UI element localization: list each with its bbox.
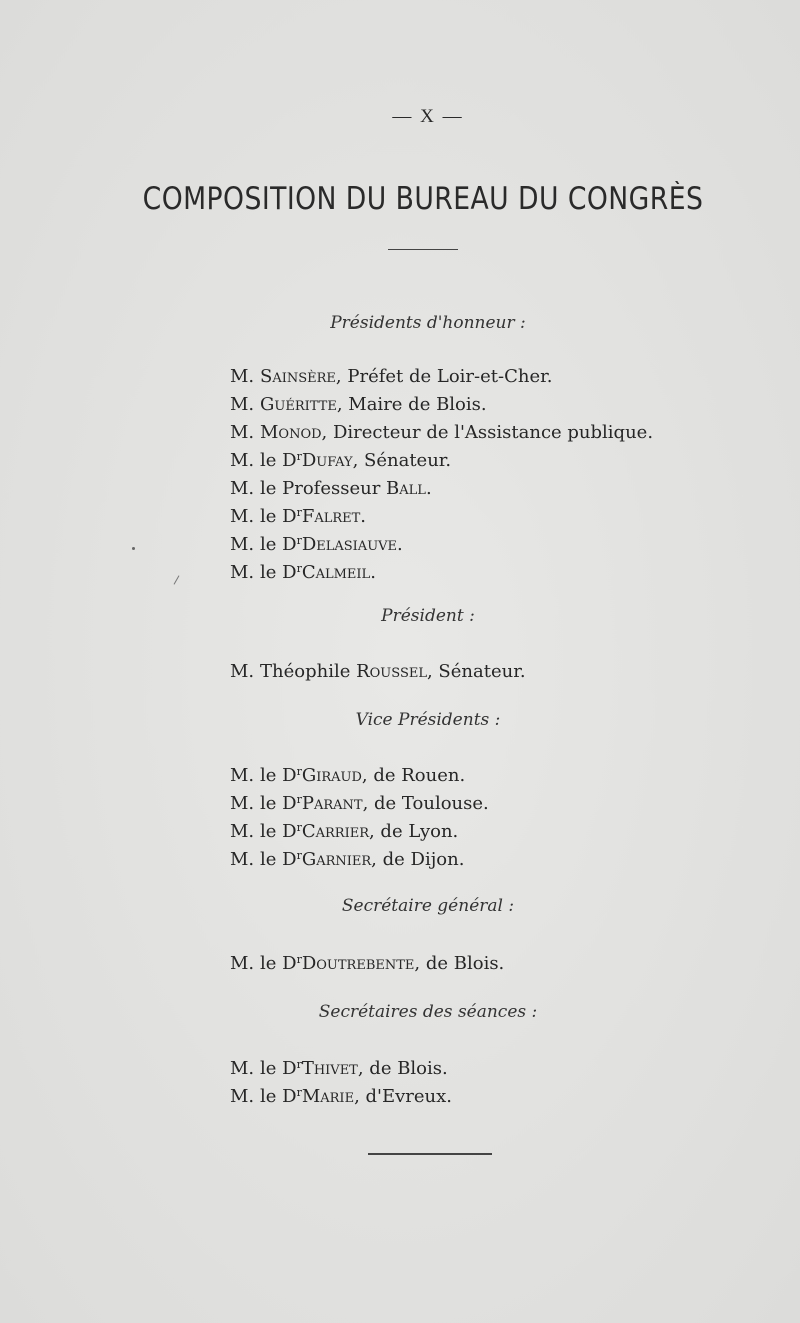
member-entry	[230, 793, 489, 814]
entry-pre: le D	[260, 849, 297, 870]
entry-post: , de Blois.	[357, 1058, 448, 1079]
page-number: — X —	[392, 106, 464, 127]
entry-post: , Préfet de Loir-et-Cher.	[335, 366, 553, 387]
entry-name: Guéritte	[260, 394, 337, 415]
section-heading: Président :	[381, 606, 475, 626]
entry-prefix: M.	[230, 793, 255, 814]
entry-post: , de Rouen.	[361, 765, 466, 786]
entry-pre: le D	[260, 765, 297, 786]
entry-name: Monod	[260, 422, 322, 443]
entry-post: , de Toulouse.	[362, 793, 489, 814]
entry-title-sup: r	[296, 793, 302, 806]
member-entry	[230, 953, 504, 974]
entry-name: Ball	[386, 478, 426, 499]
entry-pre: le D	[260, 1058, 297, 1079]
entry-pre: le D	[260, 821, 297, 842]
entry-title-sup: r	[296, 1086, 302, 1099]
entry-title-sup: r	[296, 506, 302, 519]
member-entry	[230, 534, 403, 555]
entry-prefix: M.	[230, 422, 255, 443]
entry-pre: le D	[260, 793, 297, 814]
title-rule	[388, 249, 458, 250]
entry-pre: le D	[260, 1086, 297, 1107]
entry-name: Doutrebente	[301, 953, 415, 974]
entry-pre: le Professeur	[260, 478, 387, 499]
entry-pre: le D	[260, 562, 297, 583]
entry-name: Dufay	[301, 450, 353, 471]
entry-prefix: M.	[230, 1058, 255, 1079]
entry-title-sup: r	[296, 765, 302, 778]
entry-name: Carrier	[301, 821, 369, 842]
member-entry	[230, 422, 653, 443]
paper-speck	[132, 547, 135, 550]
entry-post: , Sénateur.	[352, 450, 452, 471]
entry-post: , d'Evreux.	[354, 1086, 453, 1107]
member-entry	[230, 821, 458, 842]
entry-post: .	[397, 534, 403, 555]
end-rule	[368, 1153, 492, 1155]
entry-prefix: M.	[230, 366, 255, 387]
entry-post: , de Blois.	[414, 953, 505, 974]
entry-name: Thivet	[301, 1058, 358, 1079]
member-entry	[230, 765, 465, 786]
entry-prefix: M.	[230, 1086, 255, 1107]
entry-post: , de Dijon.	[371, 849, 465, 870]
entry-name: Garnier	[301, 849, 372, 870]
entry-prefix: M.	[230, 953, 255, 974]
entry-post: , de Lyon.	[368, 821, 459, 842]
entry-name: Parant	[301, 793, 363, 814]
entry-prefix: M.	[230, 394, 255, 415]
entry-post: .	[360, 506, 367, 527]
section-heading: Présidents d'honneur :	[330, 313, 526, 333]
member-entry	[230, 1086, 452, 1107]
entry-prefix: M.	[230, 450, 255, 471]
entry-title-sup: r	[296, 953, 302, 966]
section-heading: Secrétaire général :	[341, 896, 515, 916]
entry-name: Roussel	[356, 661, 427, 682]
entry-post: .	[425, 478, 432, 499]
entry-prefix: M.	[230, 849, 255, 870]
entry-pre: Théophile	[260, 661, 357, 682]
member-entry	[230, 478, 432, 499]
entry-post: , Directeur de l'Assistance publique.	[321, 422, 654, 443]
entry-name: Falret	[301, 506, 361, 527]
member-entry	[230, 506, 366, 527]
entry-title-sup: r	[296, 849, 302, 862]
entry-prefix: M.	[230, 821, 255, 842]
entry-prefix: M.	[230, 661, 255, 682]
entry-title-sup: r	[296, 534, 302, 547]
entry-prefix: M.	[230, 534, 255, 555]
entry-post: , Sénateur.	[426, 661, 526, 682]
entry-title-sup: r	[296, 562, 302, 575]
entry-title-sup: r	[296, 821, 302, 834]
paper-scratch	[174, 575, 180, 584]
member-entry	[230, 450, 451, 471]
entry-name: Sainsère	[260, 366, 336, 387]
member-entry	[230, 849, 464, 870]
page-title: COMPOSITION DU BUREAU DU CONGRÈS	[142, 181, 704, 217]
entry-prefix: M.	[230, 765, 255, 786]
entry-name: Calmeil	[301, 562, 371, 583]
member-entry	[230, 562, 376, 583]
entry-pre: le D	[260, 953, 297, 974]
member-entry	[230, 394, 487, 415]
entry-title-sup: r	[296, 1058, 302, 1071]
entry-post: , Maire de Blois.	[336, 394, 487, 415]
entry-pre: le D	[260, 450, 297, 471]
member-entry	[230, 366, 552, 387]
entry-name: Giraud	[301, 765, 362, 786]
entry-name: Marie	[301, 1086, 355, 1107]
member-entry	[230, 661, 526, 682]
entry-post: .	[370, 562, 376, 583]
entry-pre: le D	[260, 534, 297, 555]
section-heading: Vice Présidents :	[355, 710, 501, 730]
section-heading: Secrétaires des séances :	[318, 1002, 538, 1022]
member-entry	[230, 1058, 448, 1079]
entry-prefix: M.	[230, 562, 255, 583]
entry-title-sup: r	[296, 450, 302, 463]
entry-pre: le D	[260, 506, 297, 527]
entry-name: Delasiauve	[301, 534, 398, 555]
entry-prefix: M.	[230, 506, 255, 527]
entry-prefix: M.	[230, 478, 255, 499]
